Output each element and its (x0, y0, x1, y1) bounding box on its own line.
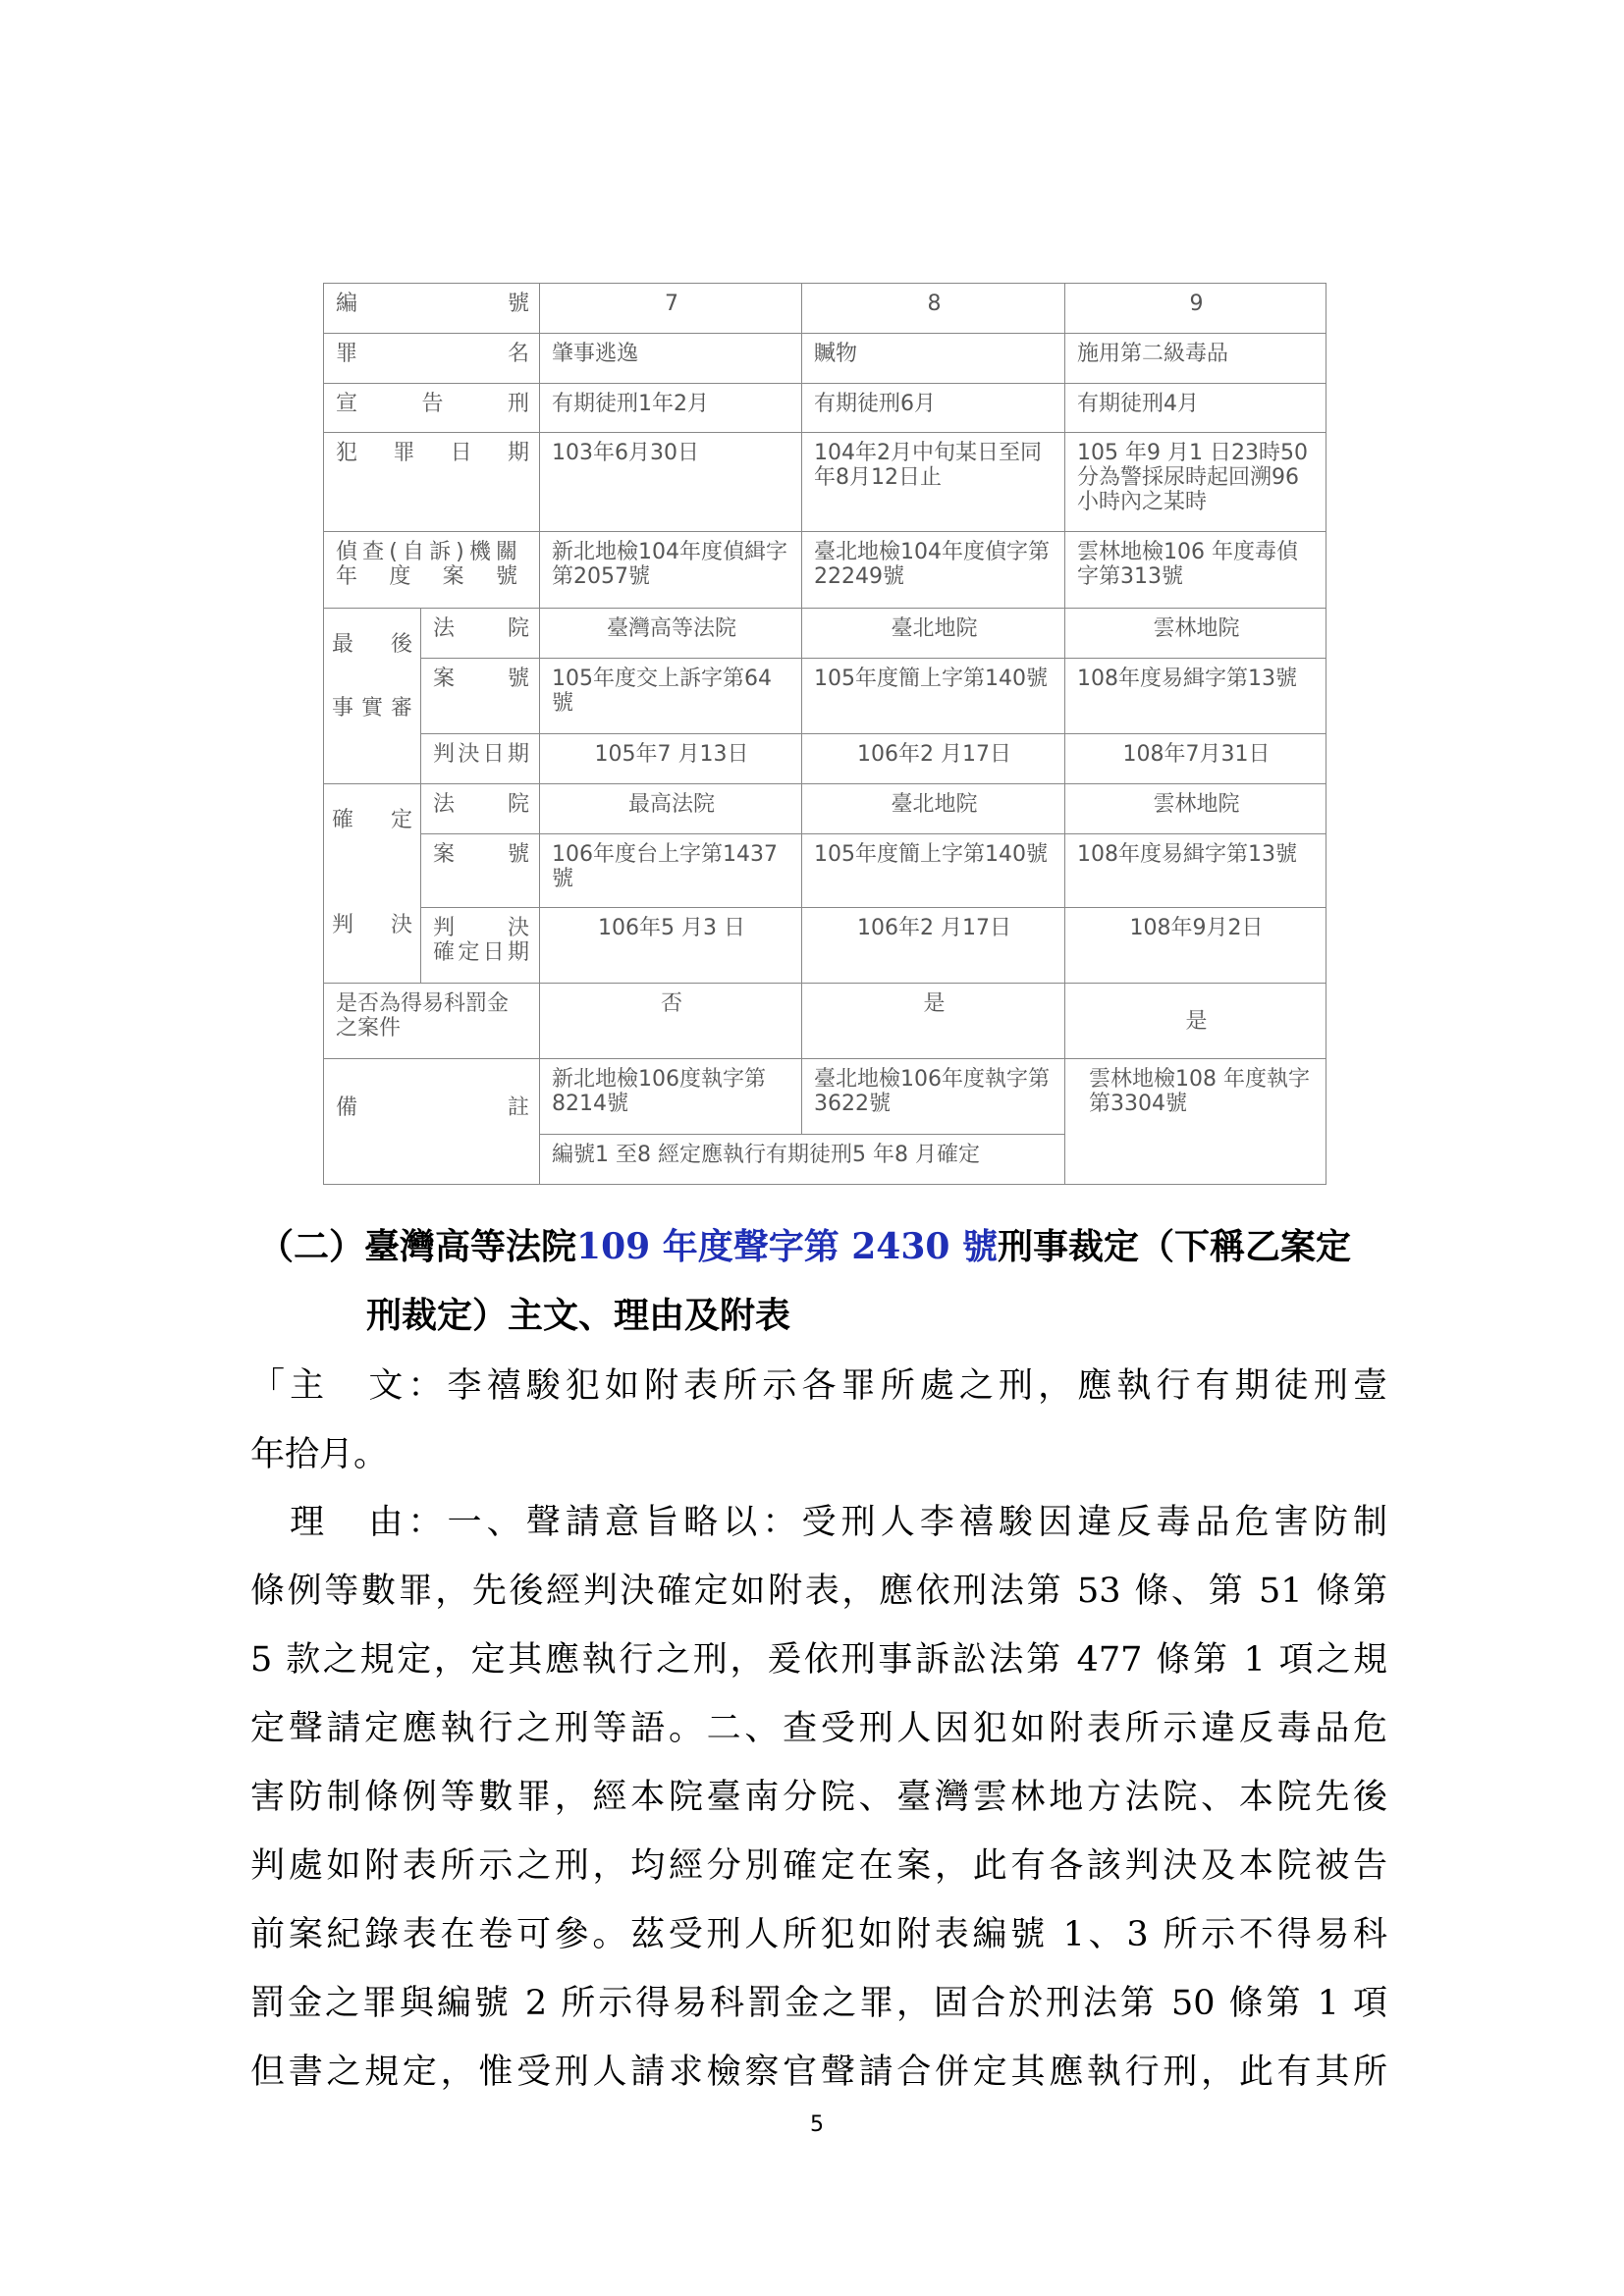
table-row-number (324, 284, 1326, 334)
label-crime-date: 犯罪日期 (324, 433, 540, 532)
cell-final-court: 最高法院 (540, 784, 802, 834)
heading-prefix: （二）臺灣高等法院 (258, 1226, 577, 1267)
cell-final-case-no: 105年度簡上字第140號 (802, 834, 1065, 908)
cell-last-date: 106年2 月17日 (802, 734, 1065, 784)
body-line: 年拾月。 (250, 1435, 389, 1474)
label-last-trial-line1: 最 後 (332, 632, 412, 657)
label-prosecution-line1: 偵查(自訴)機關 (336, 540, 518, 564)
table-row-final-date (324, 908, 1326, 984)
label-fine-eligible: 是否為得易科罰金之案件 (324, 984, 540, 1059)
label-case-no: 案號 (421, 834, 540, 908)
cell-number-9: 9 (1065, 284, 1326, 334)
label-last-trial-line2: 事實審 (332, 696, 412, 721)
cell-crime-date: 103年6月30日 (540, 433, 802, 532)
cell-remarks: 臺北地檢106年度執字第3622號 (802, 1059, 1065, 1135)
cell-prosecution: 臺北地檢104年度偵字第22249號 (802, 532, 1065, 609)
cell-fine-eligible: 否 (540, 984, 802, 1059)
cell-final-date: 106年5 月3 日 (540, 908, 802, 984)
table-row-last-case-no (324, 659, 1326, 734)
body-line: 「主 文：李禧駿犯如附表所示各罪所處之刑，應執行有期徒刑壹 (250, 1366, 1387, 1406)
label-sentence: 宣告刑 (324, 384, 540, 433)
cell-remarks: 雲林地檢108 年度執字第3304號 (1065, 1059, 1326, 1185)
table-row-last-date (324, 734, 1326, 784)
label-final-date (421, 908, 540, 984)
label-final-line1: 確 定 (332, 808, 412, 832)
body-line: 罰金之罪與編號 2 所示得易科罰金之罪，固合於刑法第 50 條第 1 項 (250, 1984, 1387, 2023)
cell-last-case-no: 108年度易緝字第13號 (1065, 659, 1326, 734)
label-case-no: 案號 (421, 659, 540, 734)
heading-case-ref: 109 年度聲字第 2430 號 (576, 1226, 998, 1267)
body-line: 5 款之規定，定其應執行之刑，爰依刑事訴訟法第 477 條第 1 項之規 (250, 1640, 1387, 1680)
body-line: 理 由：一、聲請意旨略以：受刑人李禧駿因違反毒品危害防制 (250, 1503, 1387, 1542)
label-remarks: 備註 (324, 1059, 540, 1185)
label-last-trial (324, 609, 421, 784)
label-final-date-line2: 確定日期 (433, 940, 530, 965)
cell-last-court: 臺灣高等法院 (540, 609, 802, 659)
table-row-sentence (324, 384, 1326, 433)
table-row-crime (324, 334, 1326, 384)
label-final-judgment (324, 784, 421, 984)
body-line: 條例等數罪，先後經判決確定如附表，應依刑法第 53 條、第 51 條第 (250, 1572, 1387, 1611)
section-heading-line2: 刑裁定）主文、理由及附表 (366, 1295, 791, 1336)
table-row-fine-eligible (324, 984, 1326, 1059)
cell-final-date: 106年2 月17日 (802, 908, 1065, 984)
label-number: 編號 (324, 284, 540, 334)
cell-crime-date: 104年2月中旬某日至同年8月12日止 (802, 433, 1065, 532)
cell-crime-date: 105 年9 月1 日23時50分為警採尿時起回溯96小時內之某時 (1065, 433, 1326, 532)
cell-last-court: 臺北地院 (802, 609, 1065, 659)
cell-prosecution: 新北地檢104年度偵緝字第2057號 (540, 532, 802, 609)
cell-final-court: 臺北地院 (802, 784, 1065, 834)
cell-last-date: 108年7月31日 (1065, 734, 1326, 784)
cell-final-court: 雲林地院 (1065, 784, 1326, 834)
body-line: 判處如附表所示之刑，均經分別確定在案，此有各該判決及本院被告 (250, 1846, 1387, 1886)
body-line: 但書之規定，惟受刑人請求檢察官聲請合併定其應執行刑，此有其所 (250, 2053, 1387, 2092)
label-final-line2: 判 決 (332, 913, 412, 937)
cell-last-date: 105年7 月13日 (540, 734, 802, 784)
cell-final-date: 108年9月2日 (1065, 908, 1326, 984)
cell-fine-eligible: 是 (1065, 984, 1326, 1059)
section-heading (258, 1227, 1387, 1266)
appendix-table (323, 283, 1326, 1185)
cell-remarks: 新北地檢106度執字第8214號 (540, 1059, 802, 1135)
label-court: 法院 (421, 784, 540, 834)
table-row-final-court (324, 784, 1326, 834)
table-row-last-court (324, 609, 1326, 659)
cell-last-case-no: 105年度交上訴字第64號 (540, 659, 802, 734)
label-prosecution-line2: 年度案號 (336, 564, 518, 589)
cell-final-case-no: 106年度台上字第1437號 (540, 834, 802, 908)
table-row-final-case-no (324, 834, 1326, 908)
heading-suffix: 刑事裁定（下稱乙案定 (997, 1226, 1351, 1267)
cell-remarks-summary: 編號1 至8 經定應執行有期徒刑5 年8 月確定 (540, 1135, 1065, 1185)
cell-crime: 施用第二級毒品 (1065, 334, 1326, 384)
cell-sentence: 有期徒刑4月 (1065, 384, 1326, 433)
cell-last-case-no: 105年度簡上字第140號 (802, 659, 1065, 734)
cell-crime: 贓物 (802, 334, 1065, 384)
cell-sentence: 有期徒刑6月 (802, 384, 1065, 433)
page-number: 5 (810, 2112, 824, 2137)
table-row-remarks (324, 1059, 1326, 1135)
cell-crime: 肇事逃逸 (540, 334, 802, 384)
body-line: 前案紀錄表在卷可參。茲受刑人所犯如附表編號 1、3 所示不得易科 (250, 1915, 1387, 1954)
label-prosecution (324, 532, 540, 609)
cell-final-case-no: 108年度易緝字第13號 (1065, 834, 1326, 908)
cell-sentence: 有期徒刑1年2月 (540, 384, 802, 433)
table-row-crime-date (324, 433, 1326, 532)
body-line: 害防制條例等數罪，經本院臺南分院、臺灣雲林地方法院、本院先後 (250, 1778, 1387, 1817)
label-court: 法院 (421, 609, 540, 659)
cell-last-court: 雲林地院 (1065, 609, 1326, 659)
cell-fine-eligible: 是 (802, 984, 1065, 1059)
label-crime: 罪名 (324, 334, 540, 384)
cell-number-7: 7 (540, 284, 802, 334)
table-row-prosecution (324, 532, 1326, 609)
cell-number-8: 8 (802, 284, 1065, 334)
cell-prosecution: 雲林地檢106 年度毒偵字第313號 (1065, 532, 1326, 609)
label-final-date-line1: 判決 (433, 916, 530, 940)
label-judgment-date: 判決日期 (421, 734, 540, 784)
body-line: 定聲請定應執行之刑等語。二、查受刑人因犯如附表所示違反毒品危 (250, 1709, 1387, 1748)
